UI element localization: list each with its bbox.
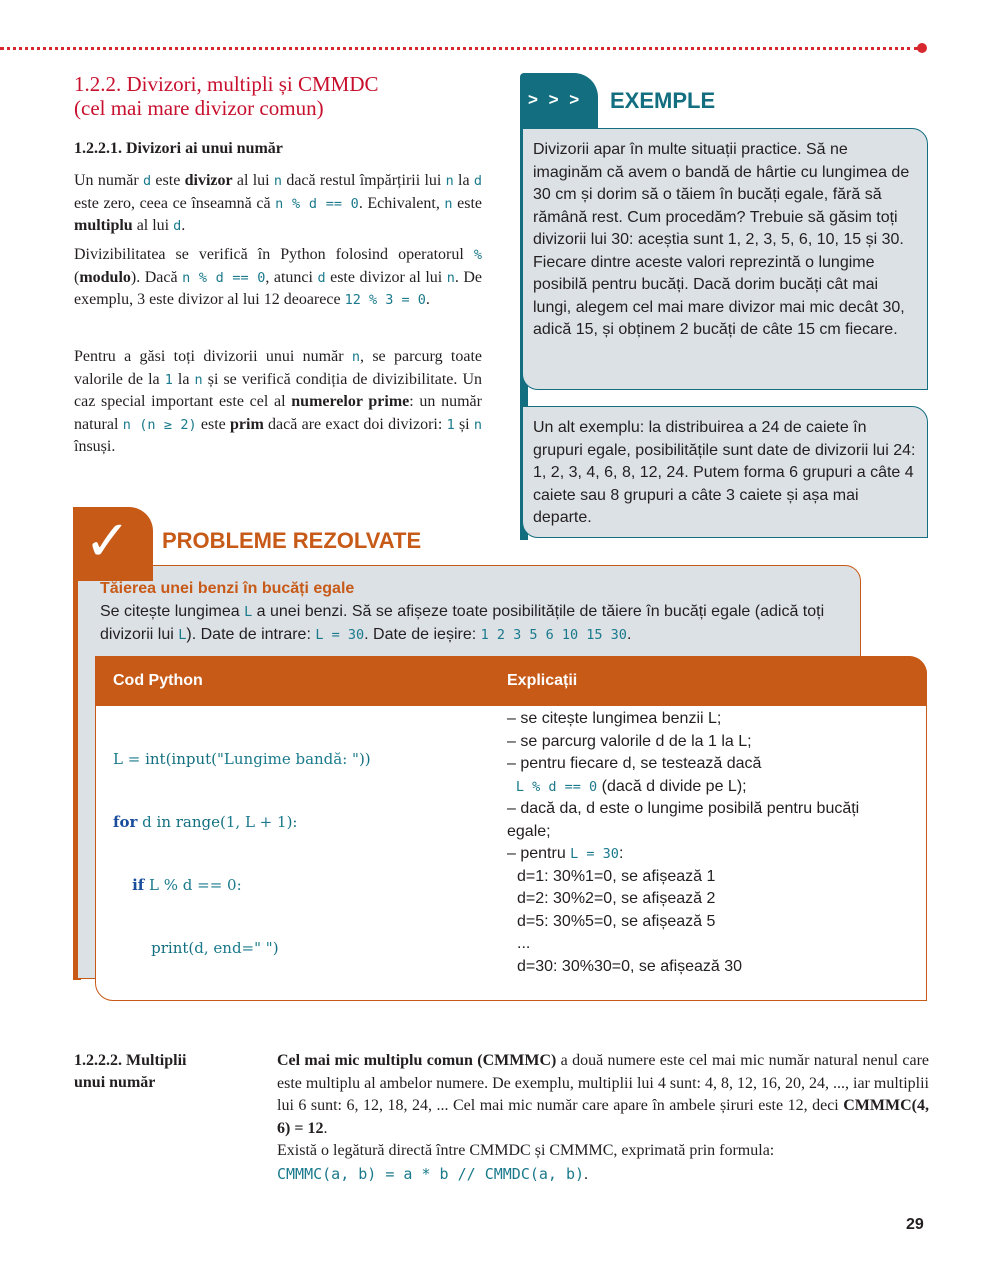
section-title: 1.2.2. Divizori, multipli și CMMDC (cel mai mare divizor comun) <box>74 72 379 120</box>
code-line: L = int(input("Lungime bandă: ")) <box>113 750 371 768</box>
multiples-heading: 1.2.2.2. Multiplii unui număr <box>74 1052 187 1091</box>
paragraph-divisor-def: Un număr d este divizor al lui n dacă restul împărțirii lui n la d este zero, ceea ce înseamnă că n % d == 0. Echivalent, n este multiplu al lui d. <box>74 172 483 234</box>
paragraph-modulo: Divizibilitatea se verifică în Python folosind operatorul % (modulo). Dacă n % d == 0, atunci d este divizor al lui n. De exemplu, 3 este divizor al lui 12 deoarece 12 % 3 = 0. <box>74 246 483 308</box>
examples-title: EXEMPLE <box>610 88 716 113</box>
arrows-icon: > > > <box>528 90 583 109</box>
paragraph-primes: Pentru a găsi toți divizorii unui număr n, se parcurg toate valorile de la 1 la n și se verifică condiția de divizibilitate. Un caz special important este cel al numerelor prime: un număr natural n (n ≥ 2) este prim dacă are exact doi divizori: 1 și n însuși. <box>74 348 483 455</box>
top-dotted-rule <box>0 47 918 50</box>
code-line: print(d, end=" ") <box>151 939 279 957</box>
problem-statement: Se citește lungimea L a unei benzi. Să se afișeze toate posibilitățile de tăiere în bucăți egale (adică toți divizorii lui L). Date de intrare: L = 30. Date de ieșire: 1 2 3 5 6 10 15 30. <box>100 603 825 643</box>
subsection-title: 1.2.2.1. Divizori ai unui număr <box>74 140 283 157</box>
problems-title: PROBLEME REZOLVATE <box>162 528 422 553</box>
example-box-1: Divizorii apar în multe situații practice. Să ne imaginăm că avem o bandă de hârtie cu lungimea de 30 cm și dorim să o tăiem în bucăți egale, fără să rămână rest. Cum procedăm? Trebuie să găsim toți divizorii lui 30: aceștia sunt 1, 2, 3, 5, 6, 10, 15 și 30. Fiecare dintre aceste valori reprezintă o lungime posibilă pentru bucăți. Dacă dorim bucăți cât mai lungi, alegem cel mai mare divizor mai mic decât 30, adică 15, și obținem 2 bucăți de câte 15 cm fiecare. <box>522 128 928 390</box>
code-line: for d in range(1, L + 1): <box>113 813 298 831</box>
column-header-explanations: Explicații <box>507 672 578 689</box>
explanations: – se citește lungimea benzii L; – se parcurg valorile d de la 1 la L; – pentru fiecare d, se testează dacă L % d == 0 (dacă d divide pe L); – dacă da, d este o lungime posibilă pentru bucăți egale; – pentru L = 30: d=1: 30%1=0, se afișează 1 d=2: 30%2=0, se afișează 2 d=5: 30%5=0, se afișează 5 ... d=30: 30%30=0, se afișează 30 <box>507 710 860 975</box>
example-box-2: Un alt exemplu: la distribuirea a 24 de caiete în grupuri egale, posibilitățile sunt date de divizorii lui 24: 1, 2, 3, 4, 6, 8, 12, 24. Putem forma 6 grupuri a câte 4 caiete sau 8 grupuri a câte 3 caiete și așa mai departe. <box>522 406 928 538</box>
page-number: 29 <box>906 1216 924 1233</box>
checkmark-icon: ✓ <box>84 509 131 572</box>
multiples-text: Cel mai mic multiplu comun (CMMMC) a două numere este cel mai mic număr natural nenul care este multiplu al ambelor numere. De exemplu, multiplii lui 4 sunt: 4, 8, 12, 16, 20, 24, ..., iar multiplii lui 6 sunt: 6, 12, 18, 24, ... Cel mai mic număr care apare în ambele șiruri este 12, deci CMMMC(4, 6) = 12. Există o legătură directă între CMMDC și CMMMC, exprimată prin formula: CMMMC(a, b) = a * b // CMMDC(a, b). <box>277 1052 929 1183</box>
rule-end-dot <box>917 43 927 53</box>
code-line: if L % d == 0: <box>132 876 242 894</box>
column-header-code: Cod Python <box>113 672 203 689</box>
code-block <box>113 707 371 980</box>
problem-title: Tăierea unei benzi în bucăți egale <box>100 580 355 597</box>
